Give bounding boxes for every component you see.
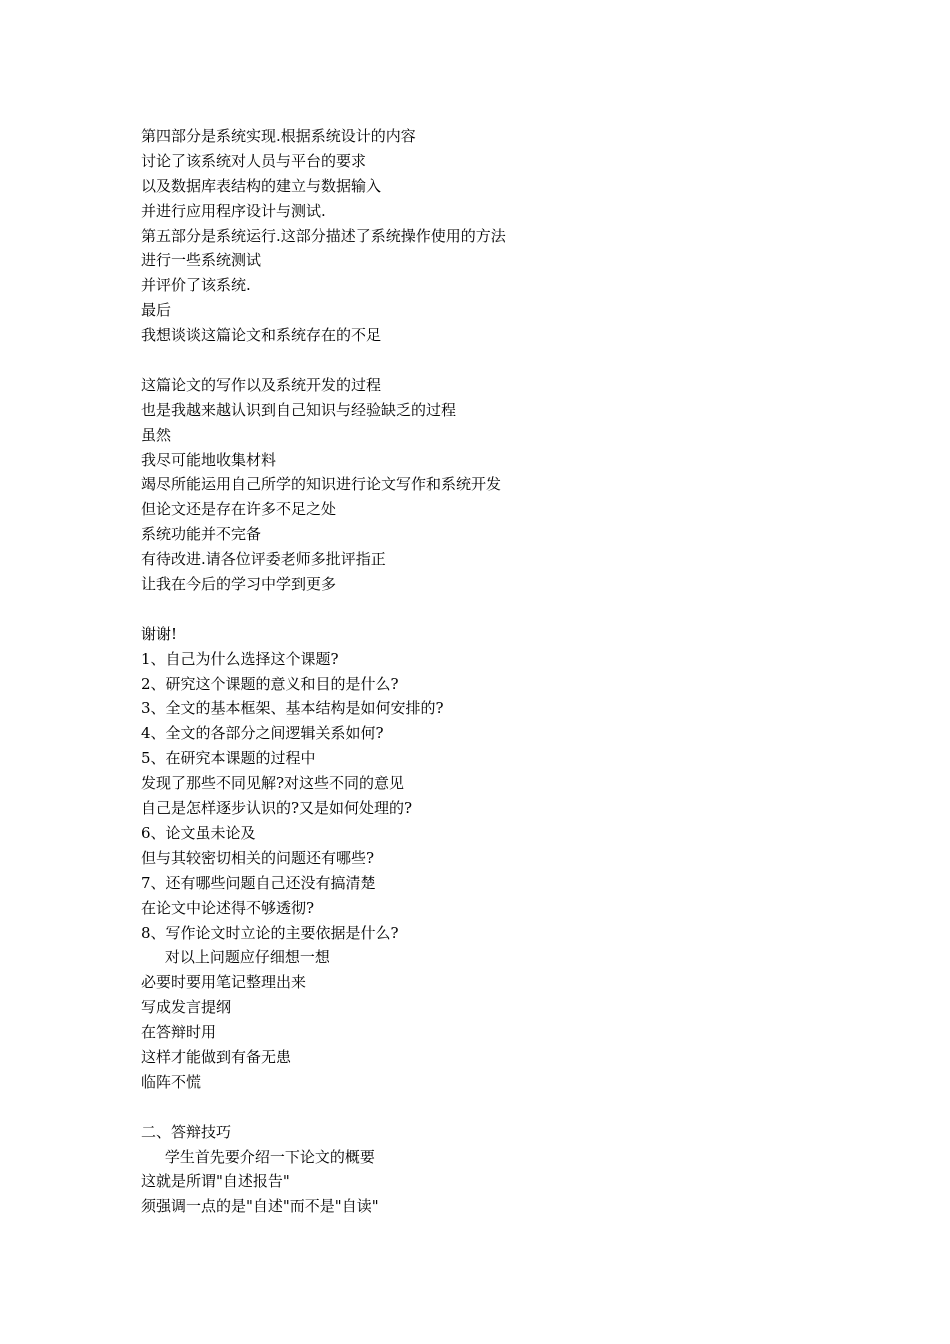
text-line: 让我在今后的学习中学到更多 xyxy=(141,575,337,594)
text-line: 写成发言提纲 xyxy=(141,998,232,1017)
text-line: 进行一些系统测试 xyxy=(141,251,262,270)
text-line: 学生首先要介绍一下论文的概要 xyxy=(141,1147,375,1166)
blank-line xyxy=(141,1095,841,1120)
text-line: 7、还有哪些问题自己还没有搞清楚 xyxy=(141,873,376,892)
text-line: 谢谢! xyxy=(141,624,178,643)
text-line: 我想谈谈这篇论文和系统存在的不足 xyxy=(141,326,382,345)
text-line: 并评价了该系统. xyxy=(141,276,251,295)
text-line: 发现了那些不同见解?对这些不同的意见 xyxy=(141,774,405,793)
text-line: 这篇论文的写作以及系统开发的过程 xyxy=(141,375,382,394)
text-line: 系统功能并不完备 xyxy=(141,525,262,544)
text-line: 也是我越来越认识到自己知识与经验缺乏的过程 xyxy=(141,400,457,419)
text-line: 8、写作论文时立论的主要依据是什么? xyxy=(141,923,399,942)
text-line: 3、全文的基本框架、基本结构是如何安排的? xyxy=(141,699,444,718)
text-line: 虽然 xyxy=(141,425,172,444)
text-line: 这就是所谓"自述报告" xyxy=(141,1172,290,1191)
text-line: 我尽可能地收集材料 xyxy=(141,450,277,469)
text-line: 临阵不慌 xyxy=(141,1072,202,1091)
text-line: 有待改进.请各位评委老师多批评指正 xyxy=(141,550,386,569)
text-line: 1、自己为什么选择这个课题? xyxy=(141,649,339,668)
text-line: 以及数据库表结构的建立与数据输入 xyxy=(141,176,382,195)
text-line: 最后 xyxy=(141,301,172,320)
text-line: 2、研究这个课题的意义和目的是什么? xyxy=(141,674,399,693)
text-line: 二、答辩技巧 xyxy=(141,1122,232,1141)
text-line: 自己是怎样逐步认识的?又是如何处理的? xyxy=(141,799,413,818)
text-line: 在论文中论述得不够透彻? xyxy=(141,898,315,917)
text-line: 对以上问题应仔细想一想 xyxy=(141,948,330,967)
text-line: 并进行应用程序设计与测试. xyxy=(141,201,326,220)
text-line: 须强调一点的是"自述"而不是"自读" xyxy=(141,1197,379,1216)
text-line: 在答辩时用 xyxy=(141,1023,217,1042)
text-line: 但论文还是存在许多不足之处 xyxy=(141,500,337,519)
text-line: 6、论文虽未论及 xyxy=(141,823,256,842)
text-line: 第五部分是系统运行.这部分描述了系统操作使用的方法 xyxy=(141,226,506,245)
text-line: 5、在研究本课题的过程中 xyxy=(141,749,316,768)
text-line: 必要时要用笔记整理出来 xyxy=(141,973,307,992)
text-line: 但与其较密切相关的问题还有哪些? xyxy=(141,848,375,867)
text-line: 竭尽所能运用自己所学的知识进行论文写作和系统开发 xyxy=(141,475,502,494)
text-line: 这样才能做到有备无患 xyxy=(141,1047,292,1066)
blank-line xyxy=(141,597,841,622)
text-line: 讨论了该系统对人员与平台的要求 xyxy=(141,151,367,170)
text-line: 4、全文的各部分之间逻辑关系如何? xyxy=(141,724,384,743)
blank-line xyxy=(141,348,841,373)
text-line: 第四部分是系统实现.根据系统设计的内容 xyxy=(141,127,416,145)
body-text xyxy=(141,124,841,1219)
